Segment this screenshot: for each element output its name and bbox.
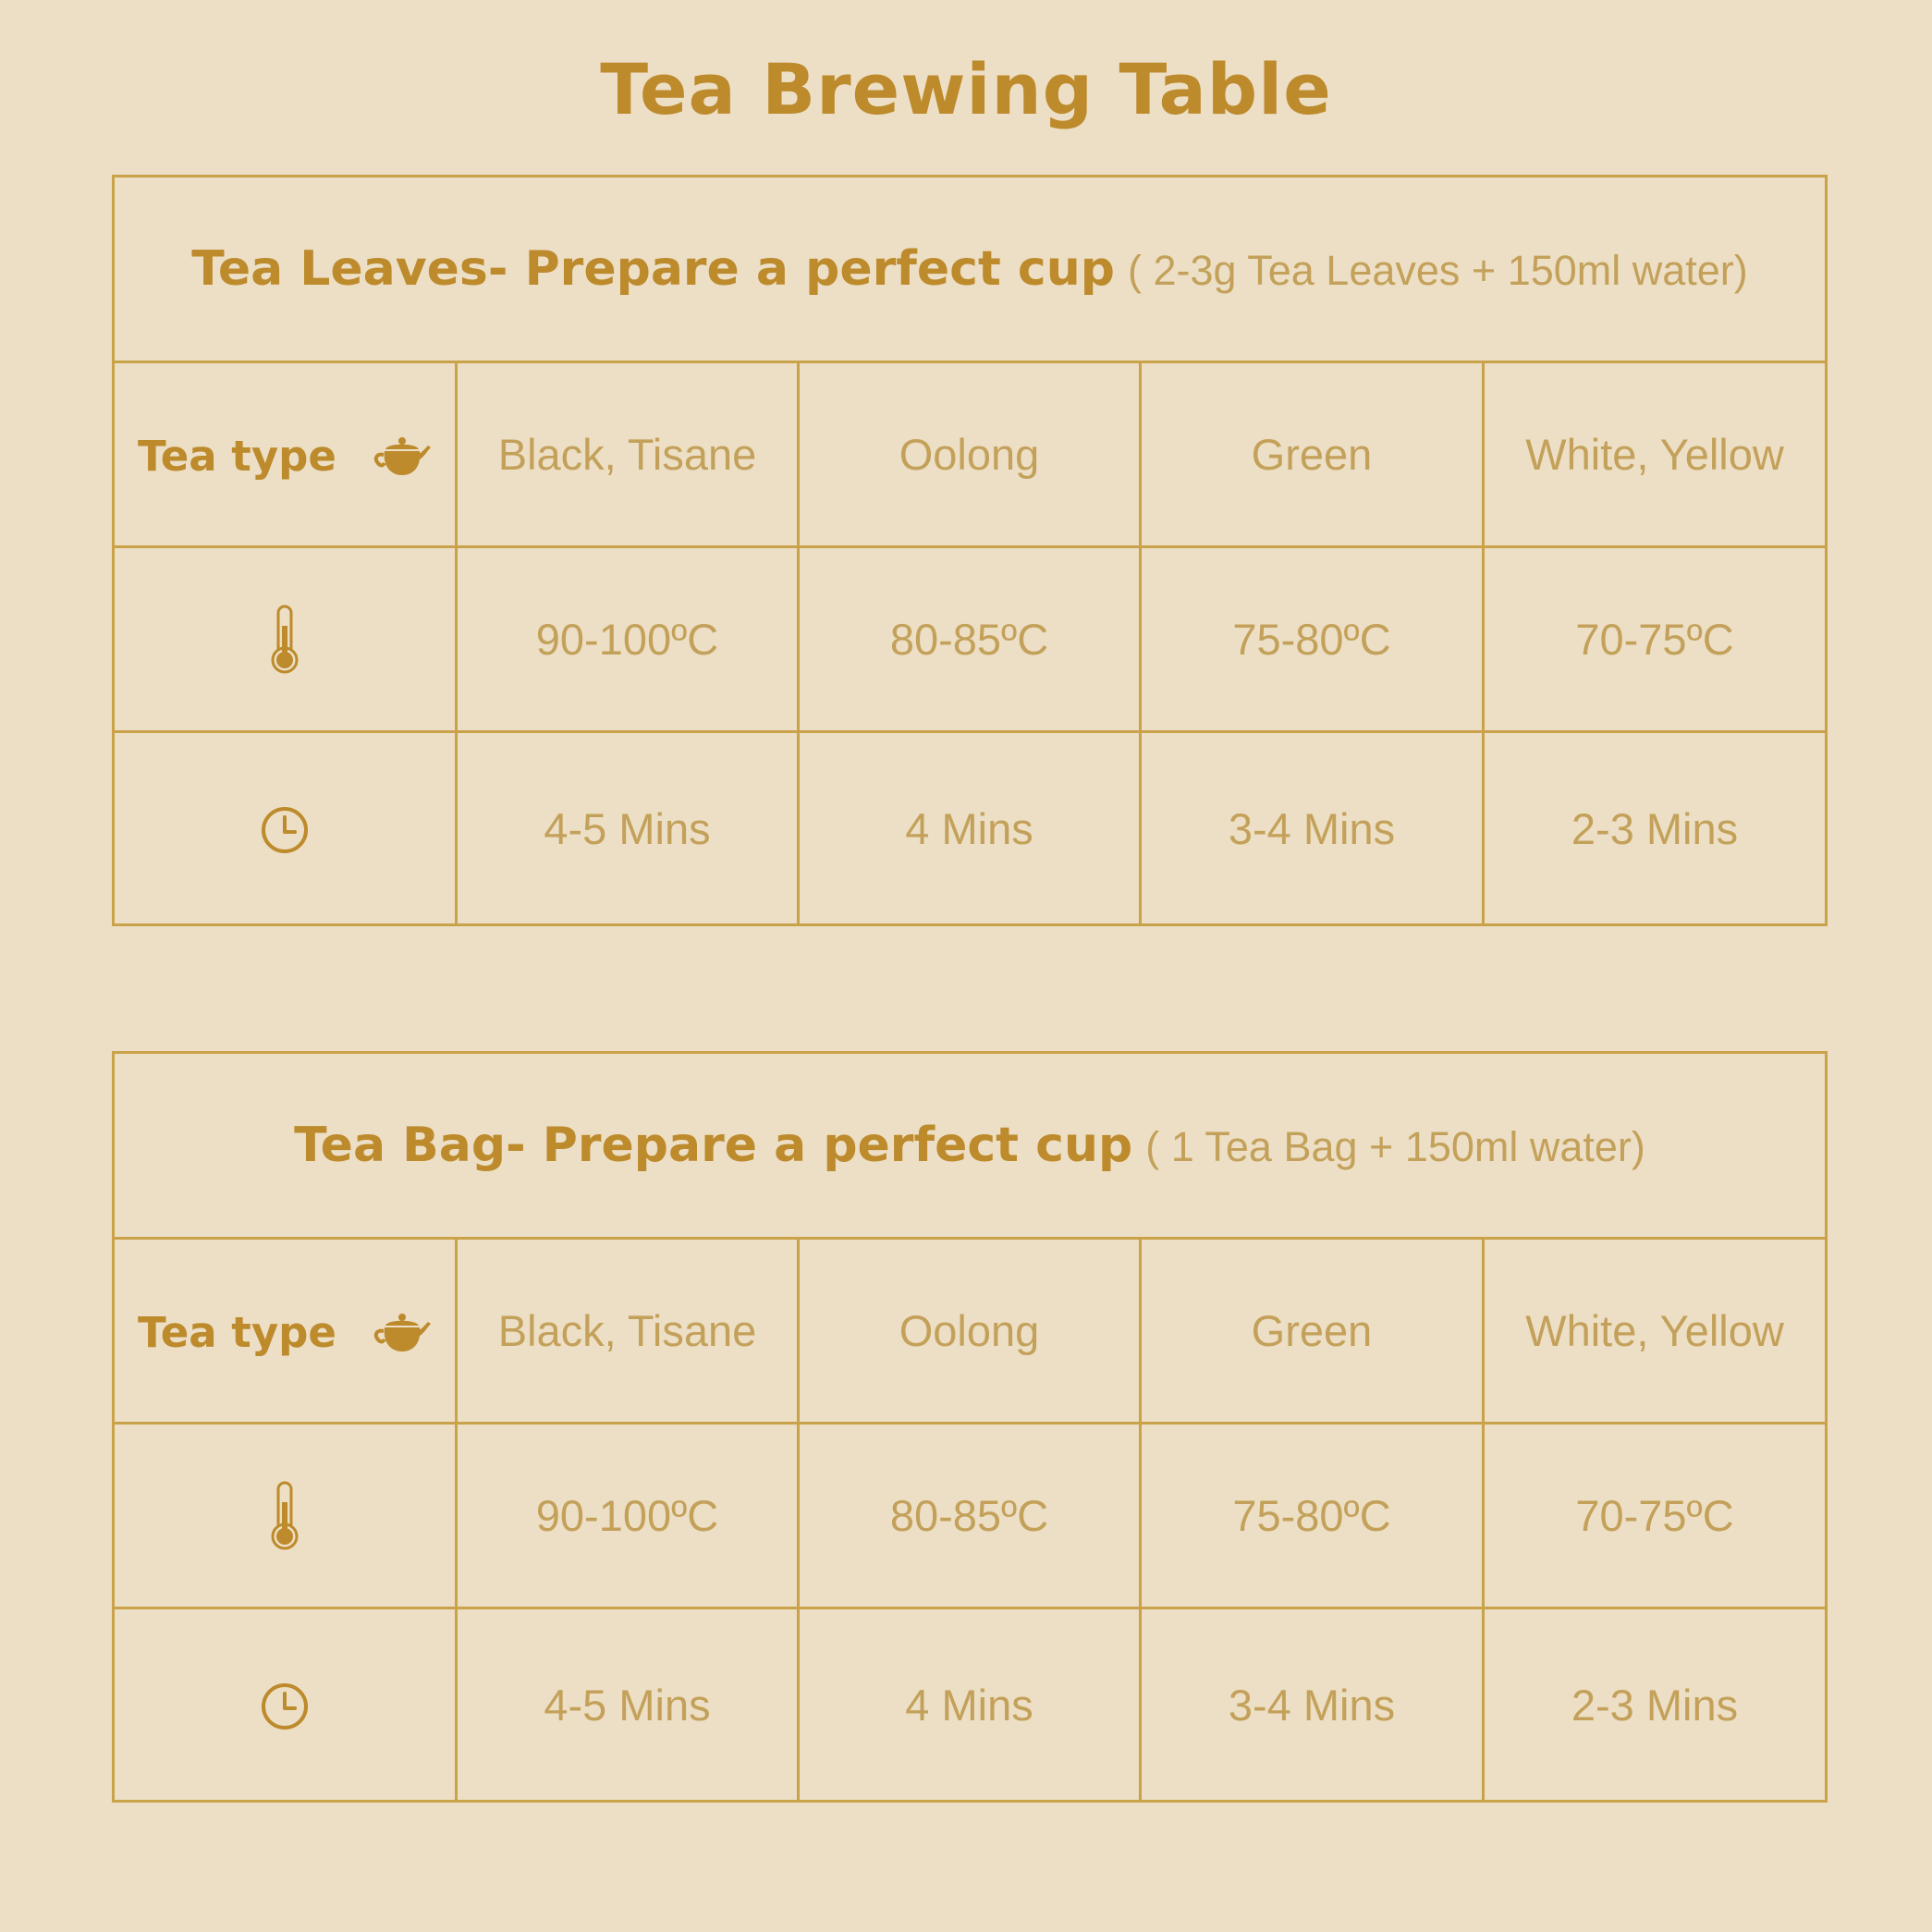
tea-type-cell: Black, Tisane bbox=[457, 362, 799, 547]
tea-type-label: Tea type bbox=[138, 432, 336, 482]
section-heading bbox=[294, 1118, 1645, 1173]
time-cell: 4 Mins bbox=[799, 732, 1141, 925]
temperature-cell: 90-100ºC bbox=[457, 547, 799, 732]
time-cell: 2-3 Mins bbox=[1484, 1608, 1827, 1802]
time-cell: 3-4 Mins bbox=[1141, 1608, 1484, 1802]
temperature-icon-cell bbox=[114, 1424, 457, 1608]
tea-type-cell: Green bbox=[1141, 1239, 1484, 1424]
section-heading-note: ( 2-3g Tea Leaves + 150ml water) bbox=[1128, 247, 1748, 294]
tea-type-row bbox=[114, 362, 1827, 547]
section-heading-title: Tea Leaves- Prepare a perfect cup bbox=[191, 241, 1115, 297]
thermometer-icon bbox=[268, 1480, 301, 1552]
tea-leaves-heading-cell bbox=[114, 177, 1827, 362]
tea-type-row bbox=[114, 1239, 1827, 1424]
temperature-cell: 70-75ºC bbox=[1484, 1424, 1827, 1608]
teapot-icon bbox=[373, 436, 432, 477]
temperature-cell: 80-85ºC bbox=[799, 1424, 1141, 1608]
time-icon-cell bbox=[114, 1608, 457, 1802]
temperature-cell: 75-80ºC bbox=[1141, 1424, 1484, 1608]
page-title: Tea Brewing Table bbox=[600, 48, 1332, 130]
time-cell: 4 Mins bbox=[799, 1608, 1141, 1802]
time-cell: 2-3 Mins bbox=[1484, 732, 1827, 925]
section-heading-title: Tea Bag- Prepare a perfect cup bbox=[294, 1118, 1133, 1173]
time-cell: 4-5 Mins bbox=[457, 732, 799, 925]
temperature-row bbox=[114, 547, 1827, 732]
tea-type-label: Tea type bbox=[138, 1308, 336, 1358]
tea-type-cell: White, Yellow bbox=[1484, 1239, 1827, 1424]
section-heading bbox=[191, 241, 1748, 297]
tea-bag-heading-cell bbox=[114, 1053, 1827, 1239]
tea-leaves-table bbox=[112, 175, 1828, 926]
clock-icon bbox=[260, 805, 310, 855]
teapot-icon bbox=[373, 1313, 432, 1353]
temperature-cell: 90-100ºC bbox=[457, 1424, 799, 1608]
tea-type-cell: White, Yellow bbox=[1484, 362, 1827, 547]
clock-icon bbox=[260, 1681, 310, 1731]
tea-type-cell: Black, Tisane bbox=[457, 1239, 799, 1424]
temperature-row bbox=[114, 1424, 1827, 1608]
thermometer-icon bbox=[268, 604, 301, 676]
tea-type-label-cell bbox=[114, 1239, 457, 1424]
time-cell: 3-4 Mins bbox=[1141, 732, 1484, 925]
time-icon-cell bbox=[114, 732, 457, 925]
temperature-cell: 70-75ºC bbox=[1484, 547, 1827, 732]
temperature-icon-cell bbox=[114, 547, 457, 732]
time-row bbox=[114, 1608, 1827, 1802]
section-heading-note: ( 1 Tea Bag + 150ml water) bbox=[1145, 1123, 1645, 1170]
tea-type-cell: Oolong bbox=[799, 1239, 1141, 1424]
tea-type-label-cell bbox=[114, 362, 457, 547]
tea-bag-table bbox=[112, 1051, 1828, 1803]
temperature-cell: 80-85ºC bbox=[799, 547, 1141, 732]
time-row bbox=[114, 732, 1827, 925]
temperature-cell: 75-80ºC bbox=[1141, 547, 1484, 732]
tea-type-cell: Green bbox=[1141, 362, 1484, 547]
time-cell: 4-5 Mins bbox=[457, 1608, 799, 1802]
tea-type-cell: Oolong bbox=[799, 362, 1141, 547]
